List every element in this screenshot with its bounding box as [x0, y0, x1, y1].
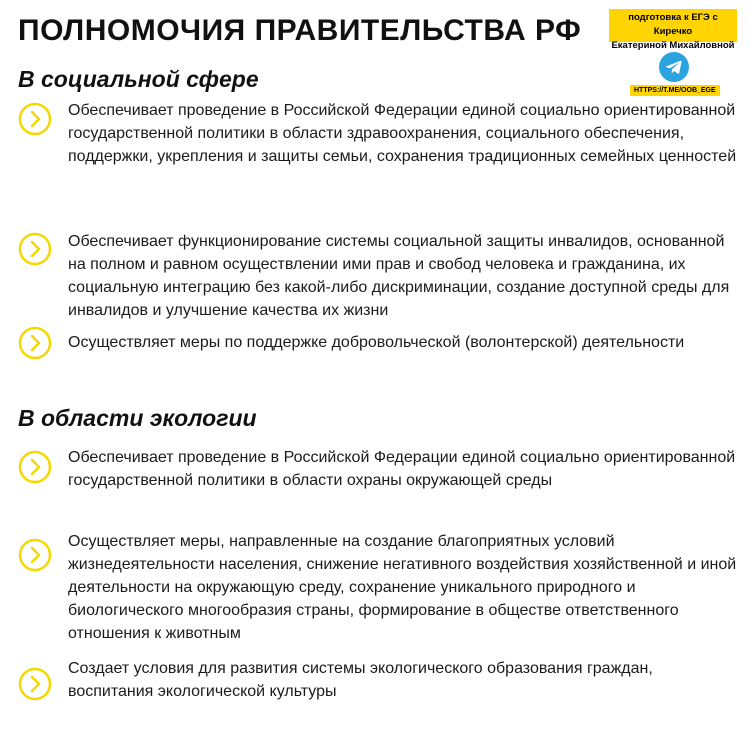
telegram-icon[interactable]: [659, 52, 689, 82]
chevron-right-circle-icon: [18, 326, 52, 360]
badge-line-2: Екатериной Михайловной: [611, 40, 735, 51]
badge-line-1: подготовка к ЕГЭ с Киречко: [628, 12, 718, 37]
page-title: ПОЛНОМОЧИЯ ПРАВИТЕЛЬСТВА РФ: [18, 14, 582, 47]
chevron-right-circle-icon: [18, 232, 52, 266]
chevron-right-circle-icon: [18, 538, 52, 572]
item-text: Обеспечивает проведение в Российской Федерации единой социально ориентированной государственной политики в области охраны окружающей среды: [68, 449, 736, 489]
item-text: Обеспечивает проведение в Российской Федерации единой социально ориентированной государственной политики в области здравоохранения, социального обеспечения, поддержки, укрепления и защиты семьи, сохранения традиционных семейных ценностей: [68, 102, 737, 165]
item-text: Осуществляет меры по поддержке добровольческой (волонтерской) деятельности: [68, 334, 685, 351]
item-text: Обеспечивает функционирование системы социальной защиты инвалидов, основанной на полном и равном осуществлении ими прав и свобод человека и гражданина, их социальную интеграцию без какой-либо дискриминации, создание доступной среды для инвалидов и улучшение качества их жизни: [68, 233, 730, 319]
section-heading-social: В социальной сфере: [18, 66, 259, 92]
item-text: Создает условия для развития системы экологического образования граждан, воспитания экологической культуры: [68, 660, 653, 700]
section-heading-ecology: В области экологии: [18, 405, 257, 431]
telegram-link[interactable]: HTTPS://T.ME/OOB_EGE: [630, 85, 720, 96]
item-text: Осуществляет меры, направленные на создание благоприятных условий жизнедеятельности населения, снижение негативного воздействия хозяйственной и иной деятельности на окружающую среду, сохранение уникального природного и биологического многообразия страны, формирование в обществе ответственного отношения к животным: [68, 533, 737, 642]
chevron-right-circle-icon: [18, 102, 52, 136]
chevron-right-circle-icon: [18, 667, 52, 701]
chevron-right-circle-icon: [18, 450, 52, 484]
author-badge: [609, 9, 737, 51]
